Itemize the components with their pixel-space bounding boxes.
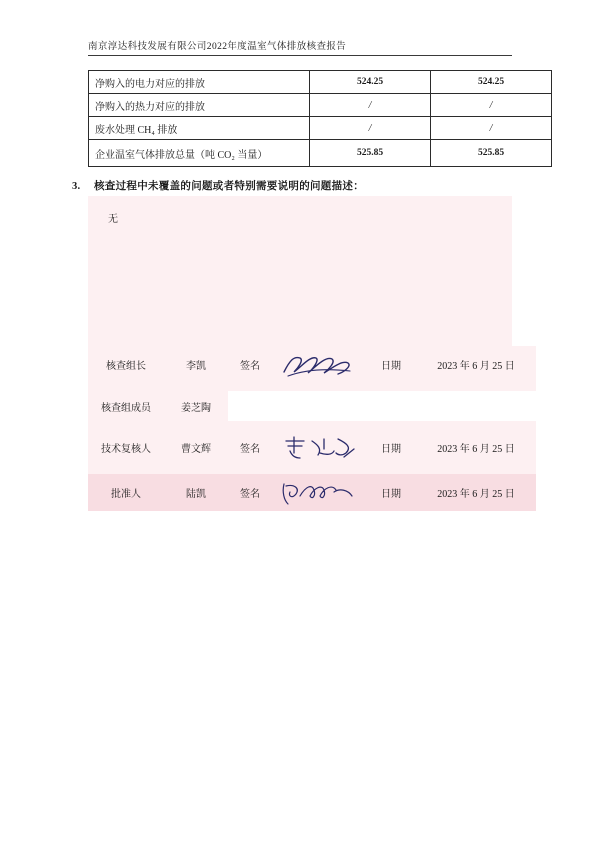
- table-row: [89, 117, 552, 140]
- signature-image-cell: [272, 474, 366, 511]
- emission-label: 净购入的电力对应的排放: [89, 71, 310, 94]
- sign-label: 签名: [228, 429, 272, 466]
- sign-label: 签名: [228, 474, 272, 511]
- signature-role: 核查组长: [88, 346, 164, 383]
- signature-date: 2023 年 6 月 25 日: [416, 429, 536, 466]
- signature-name: 曹文辉: [164, 429, 228, 466]
- emission-value-col1: /: [310, 94, 431, 117]
- emission-value-col1: 524.25: [310, 71, 431, 94]
- page-header: 南京淳达科技发展有限公司2022年度温室气体排放核查报告: [88, 38, 512, 56]
- signature-name: 陆凯: [164, 474, 228, 511]
- emission-value-col1: /: [310, 117, 431, 140]
- signature-date: 2023 年 6 月 25 日: [416, 474, 536, 511]
- table-row: [89, 94, 552, 117]
- section-heading: [72, 178, 522, 193]
- emission-label: 企业温室气体排放总量（吨 CO₂ 当量）: [89, 140, 310, 167]
- signature-name: 李凯: [164, 346, 228, 383]
- signature-role: 核查组成员: [88, 391, 164, 421]
- signature-name: 姜芝陶: [164, 391, 228, 421]
- emission-value-col2: 525.85: [431, 140, 552, 167]
- signature-date: 2023 年 6 月 25 日: [416, 346, 536, 383]
- sign-label: 签名: [228, 346, 272, 383]
- emissions-table: [88, 70, 552, 167]
- table-row: [88, 346, 536, 383]
- table-row: [88, 429, 536, 466]
- date-label: 日期: [366, 474, 416, 511]
- date-label: 日期: [366, 429, 416, 466]
- section-number: 3.: [72, 181, 81, 192]
- emission-value-col2: /: [431, 117, 552, 140]
- description-text: 无: [108, 214, 118, 225]
- section-title: 核查过程中未覆盖的问题或者特别需要说明的问题描述：: [94, 181, 364, 192]
- emission-label: 废水处理 CH₄ 排放: [89, 117, 310, 140]
- description-box: [88, 196, 512, 346]
- table-row: [88, 391, 536, 421]
- sign-label: [228, 391, 272, 421]
- handwritten-signature-icon: [274, 429, 364, 466]
- handwritten-signature-icon: [274, 346, 364, 383]
- spacer-cell: [88, 466, 536, 474]
- signature-role: 批准人: [88, 474, 164, 511]
- signature-date: [416, 391, 536, 421]
- date-label: [366, 391, 416, 421]
- signature-role: 技术复核人: [88, 429, 164, 466]
- spacer-cell: [88, 421, 536, 429]
- table-spacer-row: [88, 383, 536, 391]
- signature-table: [88, 346, 536, 511]
- emission-value-col2: /: [431, 94, 552, 117]
- emission-value-col2: 524.25: [431, 71, 552, 94]
- spacer-cell: [88, 383, 536, 391]
- date-label: 日期: [366, 346, 416, 383]
- emission-value-col1: 525.85: [310, 140, 431, 167]
- signature-image-cell: [272, 429, 366, 466]
- table-row-total: [89, 140, 552, 167]
- table-row: [89, 71, 552, 94]
- emission-label: 净购入的热力对应的排放: [89, 94, 310, 117]
- table-spacer-row: [88, 466, 536, 474]
- signature-image-cell: [272, 346, 366, 383]
- table-spacer-row: [88, 421, 536, 429]
- signature-image-cell: [272, 391, 366, 421]
- handwritten-signature-icon: [274, 474, 364, 511]
- table-row: [88, 474, 536, 511]
